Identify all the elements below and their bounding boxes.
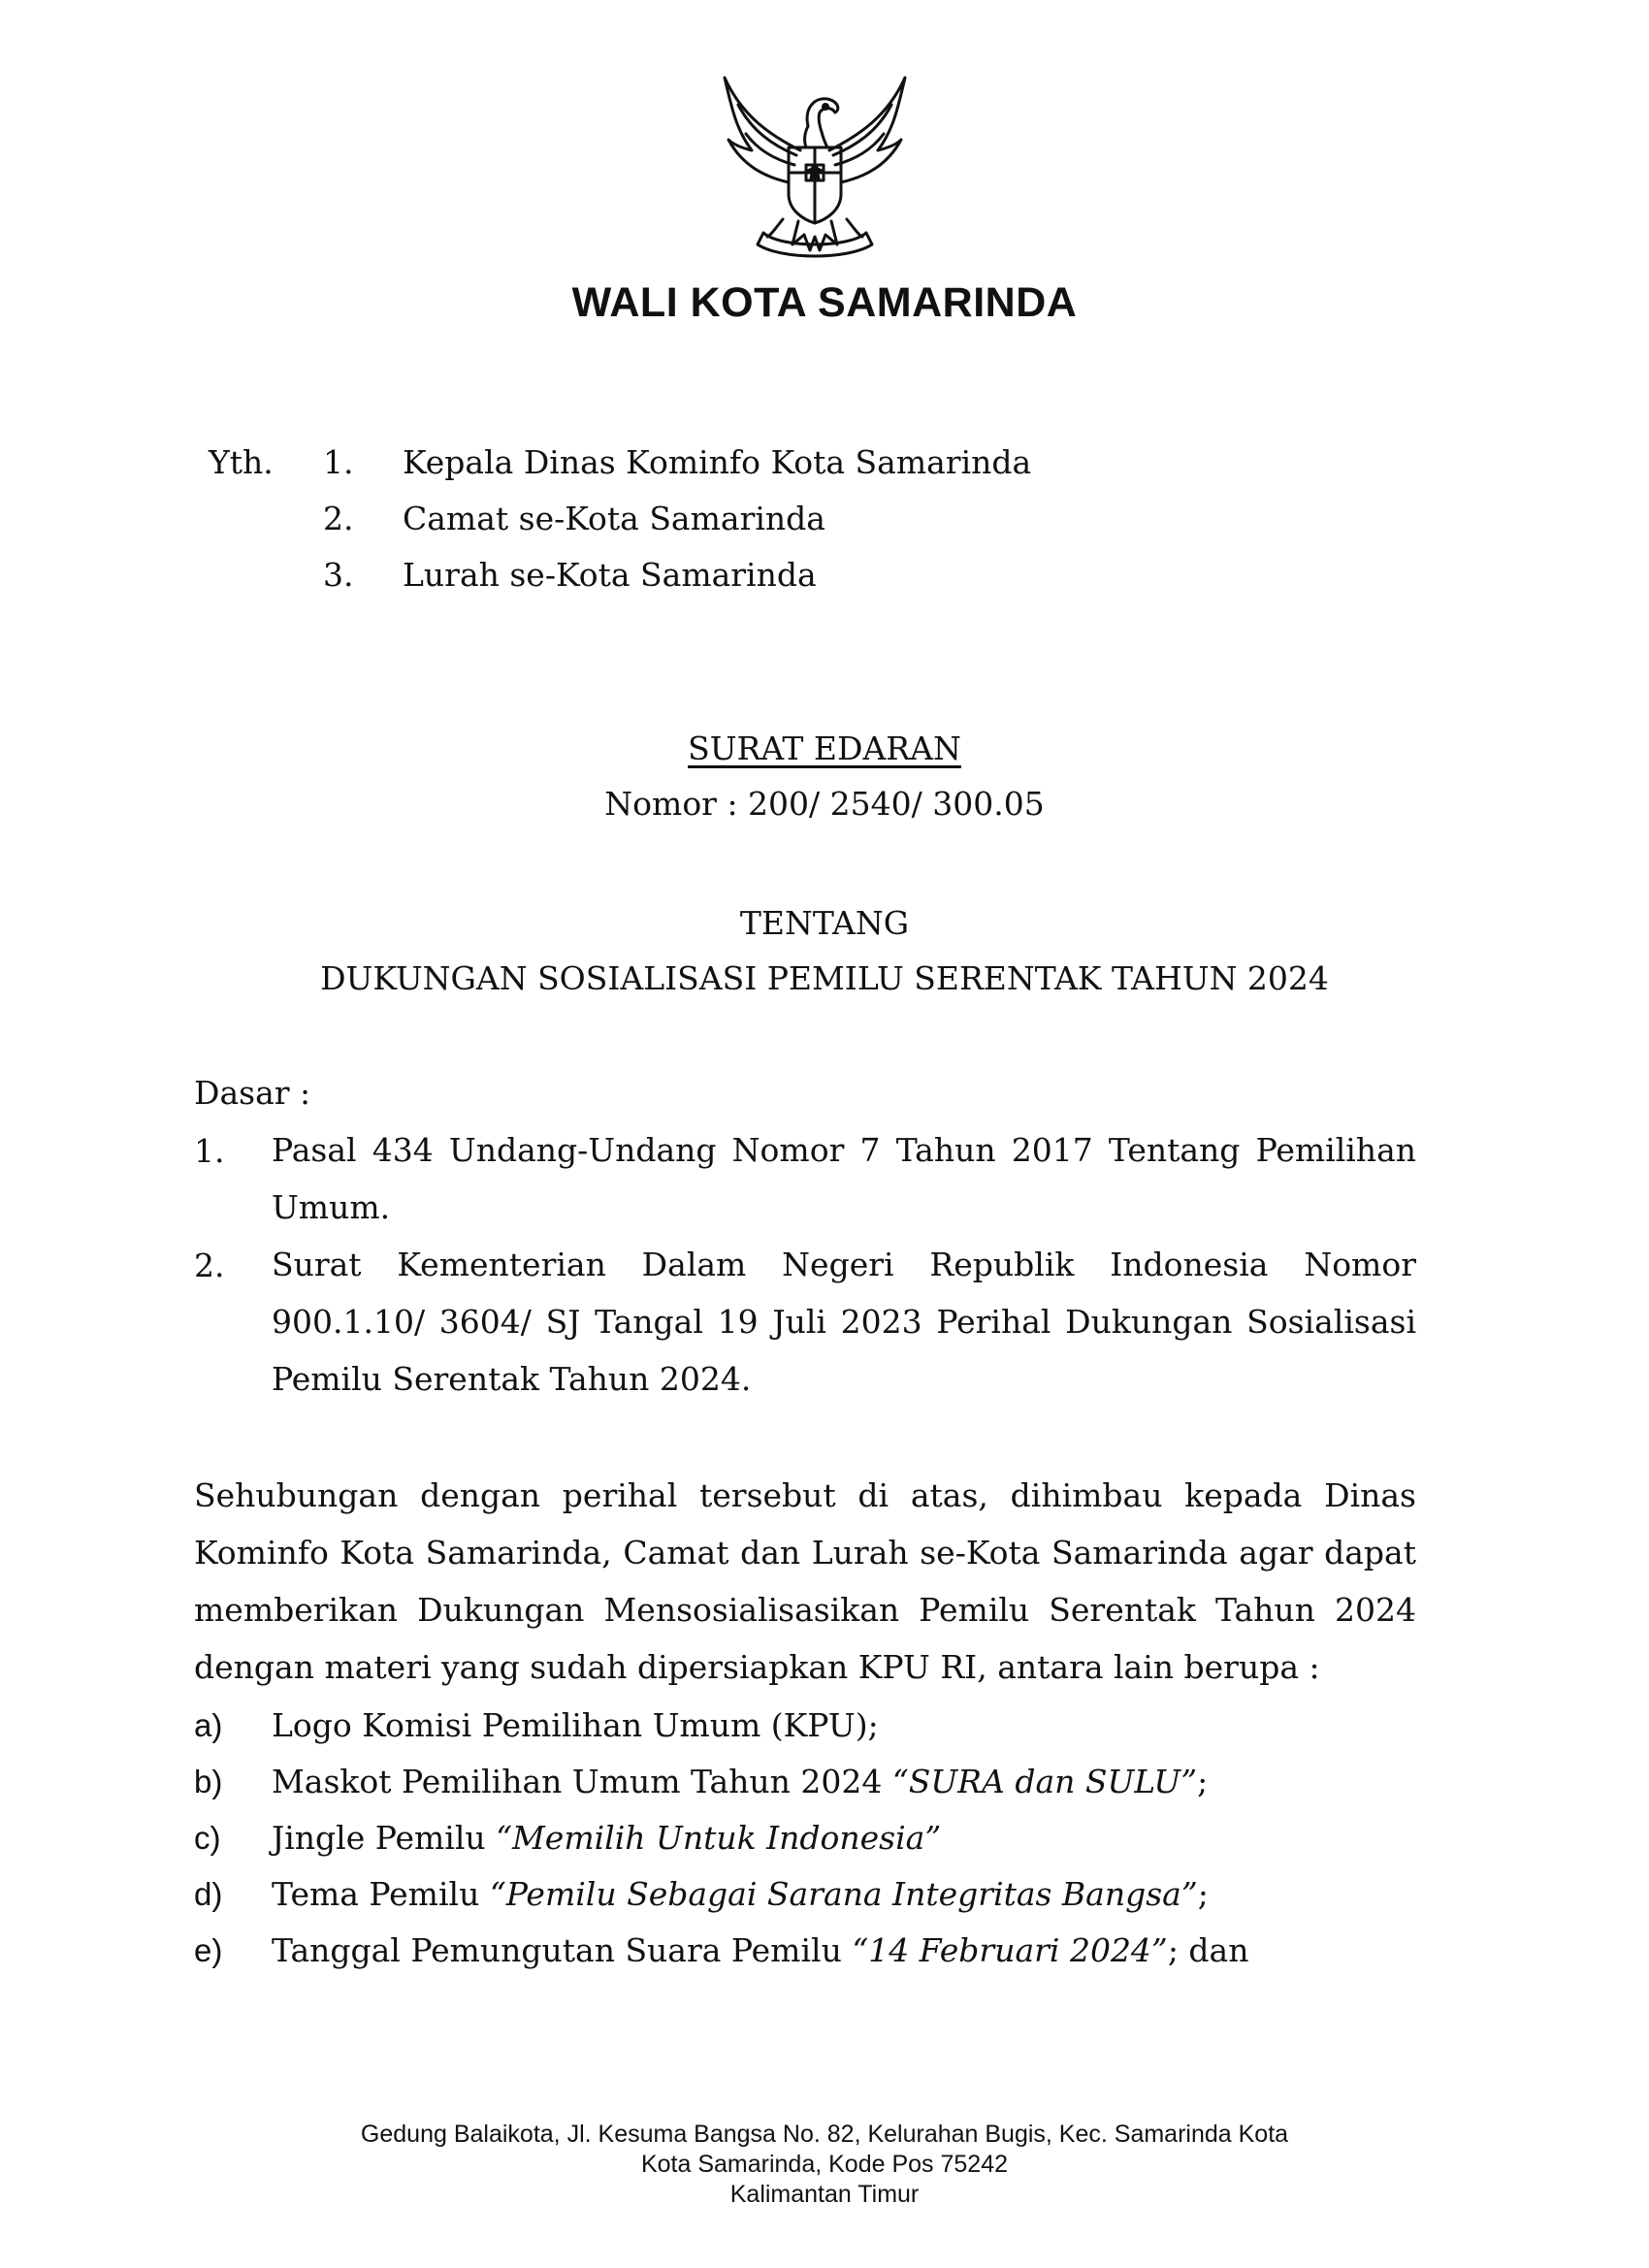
material-text: Tanggal Pemungutan Suara Pemilu [272, 1931, 853, 1969]
body-line: dengan materi yang sudah dipersiapkan KPU RI, antara lain berupa : [194, 1648, 1320, 1686]
material-suffix: ; [1197, 1875, 1209, 1913]
body-line: memberikan Dukungan Mensosialisasikan Pemilu Serentak Tahun 2024 [194, 1591, 1416, 1629]
material-quote: “14 Februari 2024” [852, 1931, 1168, 1969]
addressee-text: Lurah se-Kota Samarinda [403, 556, 817, 594]
material-quote: “Memilih Untuk Indonesia” [496, 1819, 942, 1857]
material-text: Tema Pemilu [272, 1875, 490, 1913]
footer-line: Gedung Balaikota, Jl. Kesuma Bangsa No. 82, Kelurahan Bugis, Kec. Samarinda Kota [360, 2121, 1289, 2148]
body-line: Sehubungan dengan perihal tersebut di atas, dihimbau kepada Dinas [194, 1476, 1416, 1514]
material-suffix: ; dan [1167, 1931, 1249, 1969]
material-quote: “SURA dan SULU” [891, 1763, 1198, 1800]
material-text: Maskot Pemilihan Umum Tahun 2024 [272, 1763, 892, 1800]
material-letter: b) [194, 1764, 223, 1799]
material-letter: a) [194, 1707, 223, 1743]
body-paragraph [194, 1467, 1416, 1696]
material-text: Logo Komisi Pemilihan Umum (KPU); [272, 1706, 879, 1744]
letter-type [0, 729, 1649, 767]
addressee-number: 1. [323, 443, 354, 481]
addressee-text: Camat se-Kota Samarinda [403, 500, 825, 537]
footer-line: Kota Samarinda, Kode Pos 75242 [640, 2151, 1009, 2178]
addressee-number: 2. [323, 500, 354, 537]
letter-number: Nomor : 200/ 2540/ 300.05 [604, 785, 1045, 823]
addressee-number: 3. [323, 556, 354, 594]
basis-text: Pasal 434 Undang-Undang Nomor 7 Tahun 2017 Tentang Pemilihan Umum. [272, 1131, 1416, 1226]
basis-label: Dasar : [194, 1074, 311, 1112]
about-label: TENTANG [739, 904, 910, 942]
material-letter: d) [194, 1876, 223, 1912]
material-item [272, 1763, 1209, 1800]
letter-type-text: SURAT EDARAN [688, 729, 961, 767]
material-item [272, 1706, 879, 1744]
addressee-label: Yth. [209, 443, 274, 481]
material-item [272, 1875, 1209, 1913]
material-item [272, 1819, 942, 1857]
basis-number: 1. [194, 1132, 225, 1170]
material-quote: “Pemilu Sebagai Sarana Integritas Bangsa” [489, 1875, 1198, 1913]
garuda-emblem-icon [703, 58, 926, 272]
footer-line: Kalimantan Timur [729, 2181, 920, 2208]
material-letter: c) [194, 1820, 221, 1856]
material-text: Jingle Pemilu [272, 1819, 497, 1857]
material-letter: e) [194, 1932, 223, 1968]
material-suffix: ; [1197, 1763, 1209, 1800]
basis-text: Surat Kementerian Dalam Negeri Republik Indonesia Nomor 900.1.10/ 3604/ SJ Tangal 19 Juli 2023 Perihal Dukungan Sosialisasi Pemilu Serentak Tahun 2024. [272, 1246, 1416, 1398]
footer-address [0, 2120, 1649, 2210]
addressee-text: Kepala Dinas Kominfo Kota Samarinda [403, 443, 1032, 481]
letter-subject: DUKUNGAN SOSIALISASI PEMILU SERENTAK TAHUN 2024 [320, 959, 1329, 997]
body-line: Kominfo Kota Samarinda, Camat dan Lurah se-Kota Samarinda agar dapat [194, 1534, 1416, 1571]
material-item [272, 1931, 1249, 1969]
basis-number: 2. [194, 1247, 225, 1284]
document-title: WALI KOTA SAMARINDA [571, 279, 1078, 326]
